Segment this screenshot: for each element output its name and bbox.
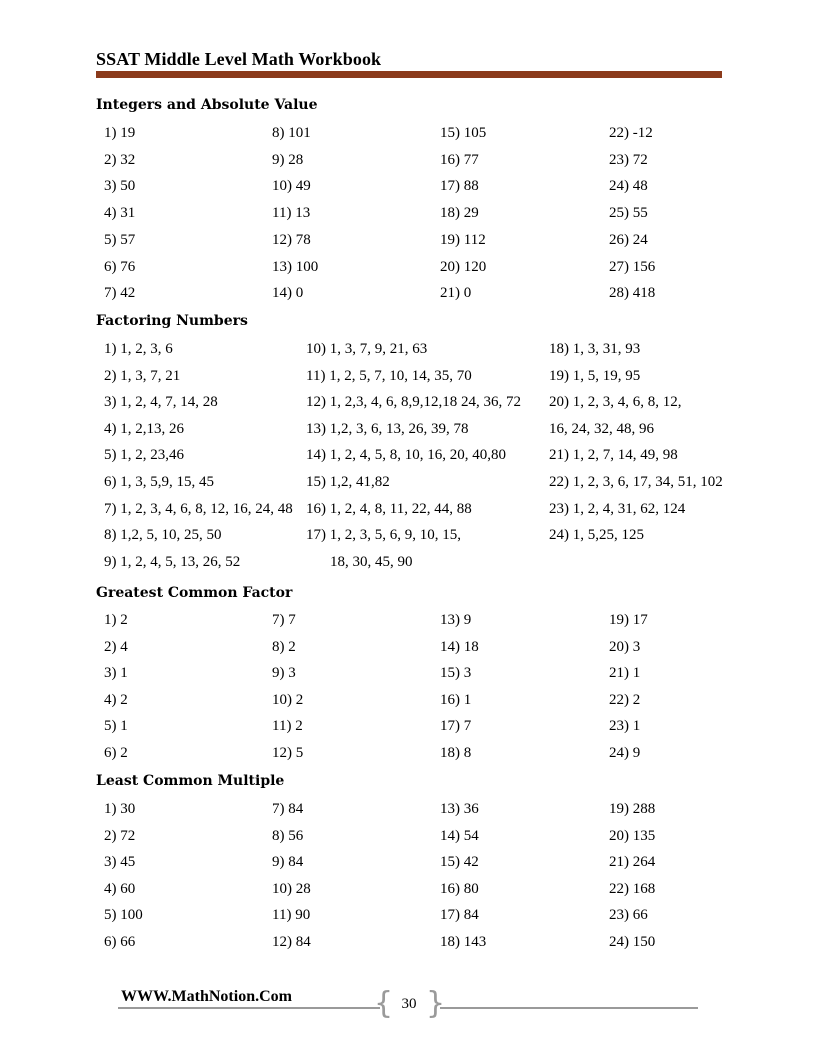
answer-item: 2) 72 bbox=[104, 827, 136, 844]
answer-item: 10) 2 bbox=[272, 691, 304, 708]
answer-item: 6) 76 bbox=[104, 258, 136, 275]
answer-item: 10) 1, 3, 7, 9, 21, 63 bbox=[306, 341, 428, 357]
answer-item: 28) 418 bbox=[609, 285, 656, 302]
answer-item: 14) 54 bbox=[440, 827, 479, 844]
answer-item: 15) 3 bbox=[440, 665, 472, 682]
answer-item: 4) 60 bbox=[104, 880, 136, 897]
answer-item: 13) 9 bbox=[440, 612, 472, 628]
answer-item: 22) 168 bbox=[609, 880, 656, 897]
answer-item: 21) 1 bbox=[609, 665, 641, 682]
answer-item: 21) 264 bbox=[609, 854, 656, 871]
answer-item: 16) 80 bbox=[440, 880, 479, 897]
answer-item: 3) 50 bbox=[104, 178, 136, 195]
answer-item: 12) 84 bbox=[272, 934, 311, 950]
section-title: Least Common Multiple bbox=[96, 773, 285, 789]
answer-item: 20) 1, 2, 3, 4, 6, 8, 12, bbox=[549, 394, 682, 411]
answer-item: 2) 4 bbox=[104, 638, 128, 655]
answer-item: 7) 84 bbox=[272, 801, 304, 817]
answer-item: 10) 49 bbox=[272, 178, 311, 195]
answer-item: 24) 150 bbox=[609, 934, 656, 950]
section-title: Factoring Numbers bbox=[96, 313, 248, 329]
answer-item: 6) 2 bbox=[104, 745, 128, 761]
section-title: Integers and Absolute Value bbox=[96, 97, 318, 113]
footer-rule-left bbox=[118, 1007, 380, 1009]
answer-item: 12) 1, 2,3, 4, 6, 8,9,12,18 24, 36, 72 bbox=[306, 394, 521, 411]
answer-item: 17) 88 bbox=[440, 178, 479, 195]
answer-item: 17) 7 bbox=[440, 718, 472, 735]
answer-item: 16) 1, 2, 4, 8, 11, 22, 44, 88 bbox=[306, 500, 472, 517]
answer-item: 14) 0 bbox=[272, 285, 304, 302]
answer-item: 9) 1, 2, 4, 5, 13, 26, 52 bbox=[104, 553, 241, 570]
answer-item: 19) 112 bbox=[440, 231, 486, 248]
answer-item: 1) 2 bbox=[104, 612, 128, 628]
answer-item: 2) 32 bbox=[104, 151, 136, 168]
answer-item: 5) 1 bbox=[104, 718, 128, 735]
answer-item: 13) 36 bbox=[440, 801, 479, 817]
answer-item: 24) 9 bbox=[609, 745, 641, 761]
answer-item: 14) 18 bbox=[440, 638, 479, 655]
answer-item: 3) 45 bbox=[104, 854, 136, 871]
answer-item: 22) 1, 2, 3, 6, 17, 34, 51, 102 bbox=[549, 474, 723, 490]
answer-item: 5) 57 bbox=[104, 231, 136, 248]
answer-item: 9) 84 bbox=[272, 854, 304, 871]
answer-item: 1) 19 bbox=[104, 125, 136, 141]
answer-item: 10) 28 bbox=[272, 880, 311, 897]
answer-item: 8) 1,2, 5, 10, 25, 50 bbox=[104, 527, 222, 544]
footer-website: WWW.MathNotion.Com bbox=[121, 988, 292, 1005]
answer-item: 11) 90 bbox=[272, 907, 311, 924]
answer-item: 20) 135 bbox=[609, 827, 656, 844]
answer-item: 25) 55 bbox=[609, 205, 648, 222]
answer-item: 16) 1 bbox=[440, 691, 472, 708]
answer-item: 7) 7 bbox=[272, 612, 296, 628]
answer-item: 4) 1, 2,13, 26 bbox=[104, 420, 184, 437]
answer-item: 21) 0 bbox=[440, 285, 472, 302]
answer-item: 14) 1, 2, 4, 5, 8, 10, 16, 20, 40,80 bbox=[306, 447, 506, 464]
answer-item: 1) 1, 2, 3, 6 bbox=[104, 341, 173, 357]
answer-item: 20) 3 bbox=[609, 638, 641, 655]
answer-item: 17) 84 bbox=[440, 907, 479, 924]
answer-item: 26) 24 bbox=[609, 231, 648, 248]
answer-item: 23) 72 bbox=[609, 151, 648, 168]
answer-item: 24) 48 bbox=[609, 178, 648, 195]
answer-item: 8) 101 bbox=[272, 125, 311, 141]
header-rule bbox=[96, 71, 722, 78]
section-title: Greatest Common Factor bbox=[96, 585, 293, 601]
answer-item: 7) 1, 2, 3, 4, 6, 8, 12, 16, 24, 48 bbox=[104, 500, 293, 517]
answer-item: 5) 1, 2, 23,46 bbox=[104, 447, 184, 464]
answer-item: 9) 28 bbox=[272, 151, 304, 168]
left-brace-icon: { bbox=[374, 986, 394, 1021]
answer-item: 11) 13 bbox=[272, 205, 311, 222]
answer-item: 8) 2 bbox=[272, 638, 296, 655]
answer-item: 23) 1, 2, 4, 31, 62, 124 bbox=[549, 500, 686, 517]
answer-item: 11) 1, 2, 5, 7, 10, 14, 35, 70 bbox=[306, 367, 472, 384]
answer-item: 18) 143 bbox=[440, 934, 487, 950]
answer-item: 12) 5 bbox=[272, 745, 304, 761]
answer-item: 16, 24, 32, 48, 96 bbox=[549, 420, 654, 437]
answer-item: 27) 156 bbox=[609, 258, 656, 275]
page-header-title: SSAT Middle Level Math Workbook bbox=[96, 49, 382, 69]
right-brace-icon: } bbox=[426, 986, 446, 1021]
answer-item: 13) 100 bbox=[272, 258, 319, 275]
answer-item: 16) 77 bbox=[440, 151, 479, 168]
answer-item: 2) 1, 3, 7, 21 bbox=[104, 367, 181, 384]
answer-item: 18) 29 bbox=[440, 205, 479, 222]
answer-item: 24) 1, 5,25, 125 bbox=[549, 527, 644, 544]
answer-item: 22) -12 bbox=[609, 125, 653, 141]
answer-item: 3) 1 bbox=[104, 665, 128, 682]
answer-item: 19) 288 bbox=[609, 801, 656, 817]
answer-item: 1) 30 bbox=[104, 801, 136, 817]
answer-item: 22) 2 bbox=[609, 691, 641, 708]
answer-item: 12) 78 bbox=[272, 231, 311, 248]
answer-item: 21) 1, 2, 7, 14, 49, 98 bbox=[549, 447, 678, 464]
answer-item: 8) 56 bbox=[272, 827, 304, 844]
answer-item: 7) 42 bbox=[104, 285, 136, 302]
answer-item: 18) 8 bbox=[440, 745, 472, 761]
answer-item: 15) 105 bbox=[440, 125, 487, 141]
answer-item: 5) 100 bbox=[104, 907, 143, 924]
answer-item: 4) 2 bbox=[104, 691, 128, 708]
answer-item: 18) 1, 3, 31, 93 bbox=[549, 341, 641, 357]
answer-item: 17) 1, 2, 3, 5, 6, 9, 10, 15, bbox=[306, 527, 461, 544]
answer-item: 18, 30, 45, 90 bbox=[330, 553, 413, 570]
answer-item: 11) 2 bbox=[272, 718, 303, 735]
answer-item: 19) 1, 5, 19, 95 bbox=[549, 367, 641, 384]
answer-item: 23) 1 bbox=[609, 718, 641, 735]
answer-item: 4) 31 bbox=[104, 205, 136, 222]
page-number: 30 bbox=[401, 996, 417, 1012]
answer-item: 3) 1, 2, 4, 7, 14, 28 bbox=[104, 394, 218, 411]
footer-rule-right bbox=[440, 1007, 698, 1009]
answer-item: 23) 66 bbox=[609, 907, 648, 924]
answer-item: 15) 42 bbox=[440, 854, 479, 871]
answer-item: 20) 120 bbox=[440, 258, 487, 275]
answer-item: 6) 66 bbox=[104, 934, 136, 950]
answer-item: 19) 17 bbox=[609, 612, 648, 628]
answer-item: 15) 1,2, 41,82 bbox=[306, 474, 390, 490]
answer-item: 6) 1, 3, 5,9, 15, 45 bbox=[104, 474, 214, 490]
answer-item: 13) 1,2, 3, 6, 13, 26, 39, 78 bbox=[306, 420, 469, 437]
answer-item: 9) 3 bbox=[272, 665, 296, 682]
